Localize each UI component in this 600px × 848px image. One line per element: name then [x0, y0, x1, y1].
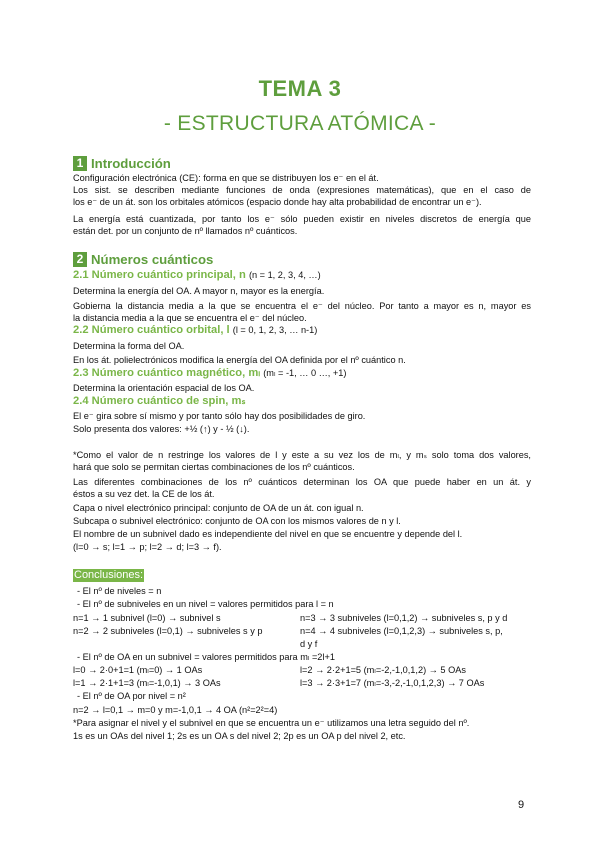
note-line: (l=0 → s; l=1 → p; l=2 → d; l=3 → f). [73, 542, 222, 552]
subsection-l [73, 324, 317, 336]
text-line: Determina la orientación espacial de los OA. [73, 383, 255, 393]
page-title: TEMA 3 [258, 76, 342, 101]
row: l=2 → 2·2+1=5 (mₗ=-2,-1,0,1,2) → 5 OAs [300, 665, 466, 675]
bullet: - El nº de OA en un subnivel = valores permitidos para mₗ =2l+1 [77, 652, 335, 662]
note-line: Las diferentes combinaciones de los nº cuánticos determinan los OA que puede haber en un át. y [73, 477, 531, 487]
row: n=3 → 3 subniveles (l=0,1,2) → subniveles s, p y d [300, 613, 508, 623]
section-heading-quantum-numbers [73, 252, 213, 267]
intro-line: los e⁻ de un át. son los orbitales atómicos (espacio donde hay alta probabilidad de encontrar un e⁻). [73, 197, 482, 207]
row: d y f [300, 639, 318, 649]
text-line: En los át. polielectrónicos modifica la energía del OA definida por el nº cuántico n. [73, 355, 406, 365]
intro-line: La energía está cuantizada, por tanto los e⁻ sólo pueden existir en niveles discretos de energía que [73, 214, 531, 224]
section-heading-introduction [73, 156, 171, 171]
row: n=1 → 1 subnivel (l=0) → subnivel s [73, 613, 221, 623]
section-title: Números cuánticos [91, 252, 214, 267]
subsection-title: 2.4 Número cuántico de spin, mₛ [73, 395, 246, 407]
row: n=4 → 4 subniveles (l=0,1,2,3) → subniveles s, p, [300, 626, 503, 636]
intro-line: Los sist. se describen mediante funciones de onda (expresiones matemáticas), que en el caso de [73, 185, 531, 195]
row: n=2 → l=0,1 → m=0 y m=-1,0,1 → 4 OA (n²=2²=4) [73, 705, 278, 715]
row: n=2 → 2 subniveles (l=0,1) → subniveles s y p [73, 626, 263, 636]
subsection-n [73, 269, 321, 281]
text-line: Determina la forma del OA. [73, 341, 185, 351]
note-line: Capa o nivel electrónico principal: conjunto de OA de un át. con igual n. [73, 503, 364, 513]
subsection-title: 2.1 Número cuántico principal, n [73, 269, 246, 281]
conclusions-label: Conclusiones: [74, 569, 144, 581]
section-number: 2 [73, 252, 87, 267]
page-number: 9 [518, 799, 525, 811]
bullet: - El nº de OA por nivel = n² [77, 691, 186, 701]
bullet: - El nº de subniveles en un nivel = valores permitidos para l = n [77, 599, 334, 609]
row: l=1 → 2·1+1=3 (mₗ=-1,0,1) → 3 OAs [73, 678, 221, 688]
row: l=3 → 2·3+1=7 (mₗ=-3,-2,-1,0,1,2,3) → 7 OAs [300, 678, 485, 688]
subsection-title: 2.3 Número cuántico magnético, mₗ [73, 367, 261, 379]
row: 1s es un OAs del nivel 1; 2s es un OA s del nivel 2; 2p es un OA p del nivel 2, etc. [73, 731, 406, 741]
page-subtitle: - ESTRUCTURA ATÓMICA - [163, 112, 437, 135]
subsection-note: (mₗ = -1, … 0 …, +1) [263, 368, 347, 378]
text-line: la distancia media a la que se encuentra el e⁻ del núcleo. [73, 313, 307, 323]
note-line: hará que solo se permitan ciertas combinaciones de los nº cuánticos. [73, 462, 355, 472]
text-line: El e⁻ gira sobre sí mismo y por tanto sólo hay dos posibilidades de giro. [73, 411, 366, 421]
intro-line: están det. por un conjunto de nº llamados nº cuánticos. [73, 226, 298, 236]
text-line: Gobierna la distancia media a la que se encuentra el e⁻ del núcleo. Por tanto a mayor es n, mayor es [73, 301, 531, 311]
bullet: - El nº de niveles = n [77, 586, 162, 596]
text-line: Determina la energía del OA. A mayor n, mayor es la energía. [73, 286, 325, 296]
note-line: El nombre de un subnivel dado es independiente del nivel en que se encuentre y depende del l. [73, 529, 463, 539]
intro-line: Configuración electrónica (CE): forma en que se distribuyen los e⁻ en el át. [73, 173, 379, 183]
note-line: Subcapa o subnivel electrónico: conjunto de OA con los mismos valores de n y l. [73, 516, 401, 526]
subsection-note: (l = 0, 1, 2, 3, … n-1) [232, 325, 318, 335]
subsection-note: (n = 1, 2, 3, 4, …) [248, 270, 321, 280]
section-title: Introducción [91, 156, 171, 171]
subsection-title: 2.2 Número cuántico orbital, l [73, 324, 230, 336]
section-number: 1 [73, 156, 87, 171]
note-line: éstos a su vez det. la CE de los át. [73, 489, 215, 499]
subsection-ml [73, 366, 346, 379]
row: *Para asignar el nivel y el subnivel en que se encuentra un e⁻ utilizamos una letra seguido del nº. [73, 718, 470, 728]
row: l=0 → 2·0+1=1 (mₗ=0) → 1 OAs [73, 665, 203, 675]
note-line: *Como el valor de n restringe los valores de l y este a su vez los de mₗ, y mₛ solo toma dos valores, [73, 450, 531, 460]
text-line: Solo presenta dos valores: +½ (↑) y - ½ (↓). [73, 424, 250, 434]
subsection-ms [73, 394, 246, 407]
